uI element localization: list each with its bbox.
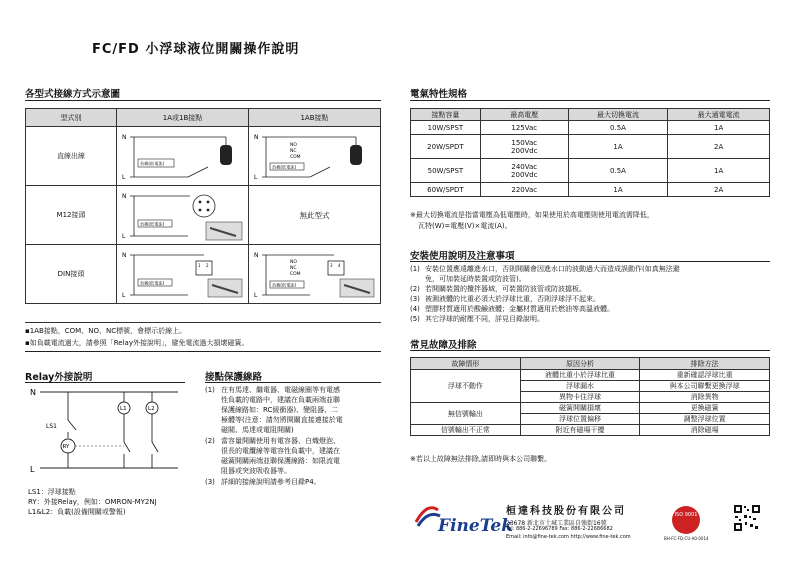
load-label: 負載(低電流)	[271, 164, 296, 170]
no-label: NO	[289, 260, 297, 265]
diagram-din-1a1b	[117, 245, 249, 304]
m12-photo-icon	[206, 222, 242, 240]
float-icon	[220, 145, 232, 165]
item-num: (4)	[410, 305, 420, 313]
load-label: 負載(低電流)	[139, 280, 164, 286]
item-num: (2)	[205, 437, 215, 445]
col-1ab: 1AB接點	[249, 109, 381, 127]
l-label: L	[253, 292, 257, 299]
protection-list	[205, 385, 383, 487]
item-line: 塑膠材質適用於酸鹼液體；金屬材質適用於燃油等高溫液體。	[425, 305, 614, 313]
col-voltage: 最高電壓	[480, 109, 568, 121]
legend-ry: RY：外接Relay，例如：OMRON-MY2NJ	[28, 498, 157, 506]
com-label: COM	[289, 155, 301, 160]
row-label-m12: M12接頭	[26, 186, 117, 245]
n-label: N	[253, 134, 258, 141]
cause-cell: 異物卡住浮球	[520, 392, 640, 403]
voltage-cell	[480, 159, 568, 183]
electrical-heading: 電氣特性規格	[410, 89, 468, 100]
wiring-heading: 各型式接線方式示意圖	[25, 89, 121, 100]
protection-item	[205, 477, 383, 487]
ry-label: RY	[62, 444, 70, 450]
wiring-note-2: ▪如負載電流過大，請參照「Relay外接說明」，避免電流過大損壞磁簧。	[25, 339, 249, 347]
item-line: 很長的電纜線等電容性負載中，建議在	[221, 447, 340, 455]
relay-n-label: N	[30, 388, 36, 397]
ls1-label: LS1	[46, 423, 57, 430]
col-capacity: 接點容量	[411, 109, 481, 121]
wiring-notes	[25, 322, 381, 350]
item-line: 當容量開關使用有電容器、白熾燈泡、	[221, 437, 340, 445]
solution-cell: 與本公司聯繫更換浮球	[640, 381, 770, 392]
company-email: Email: info@fine-tek.com http://www.fine-tek.com	[506, 534, 631, 540]
safety-heading: 安裝使用說明及注意事項	[410, 251, 515, 262]
switch-cell: 1A	[568, 135, 668, 159]
cause-cell: 浮球位置偏移	[520, 414, 640, 425]
item-num: (1)	[410, 265, 420, 273]
protection-heading-line	[205, 382, 381, 383]
ls1-switch-icon	[68, 420, 76, 430]
carry-cell: 1A	[668, 121, 770, 135]
solution-cell: 消除磁場	[640, 425, 770, 436]
nc-label: NC	[289, 149, 297, 154]
company-name: 桓達科技股份有限公司	[506, 506, 626, 517]
n-label: N	[121, 193, 126, 200]
iso-label: ISO 9001	[674, 512, 698, 518]
com-label: COM	[289, 272, 301, 277]
voltage-line: 200Vdc	[511, 146, 538, 155]
item-line: 磁簧開關兩端並聯保護線路：如限流電	[221, 457, 340, 465]
legend-ls1: LS1：浮球接點	[28, 488, 76, 496]
l-label: L	[121, 292, 125, 299]
load-label: 負載(低電流)	[271, 282, 296, 288]
solution-cell: 更換磁簧	[640, 403, 770, 414]
col-solution: 排除方法	[640, 358, 770, 370]
page-title: FC/FD 小浮球液位開關操作說明	[92, 42, 300, 57]
relay-l-label: L	[30, 465, 35, 474]
m12-connector-icon	[193, 195, 215, 217]
solution-cell: 重新確認浮球比重	[640, 370, 770, 381]
voltage-line: 240Vac	[511, 162, 538, 171]
solution-cell: 消除異物	[640, 392, 770, 403]
electrical-note-line: 瓦特(W)=電壓(V)×電流(A)。	[418, 222, 512, 230]
item-line: 免，可加裝延時裝置或防波管)。	[425, 275, 526, 283]
item-line: 其它浮球的耐壓不同，詳見目錄說明。	[425, 315, 544, 323]
item-line: 磁閥、馬達或電阻開關)	[221, 426, 294, 434]
item-line: 詳細的接線說明請參考目錄P4。	[221, 478, 321, 486]
voltage-cell: 125Vac	[480, 121, 568, 135]
fault-cell: 無信號輸出	[411, 403, 521, 425]
m12-no-type: 無此型式	[249, 186, 381, 245]
wiring-table	[25, 108, 381, 304]
diagram-din-1ab	[249, 245, 381, 304]
diagram-straight-1ab	[249, 127, 381, 186]
safety-item	[410, 284, 772, 294]
relay-legend	[28, 487, 157, 517]
wiring-notes-bottom-line	[25, 351, 381, 352]
qr-code-icon	[733, 504, 761, 532]
col-fault: 故障情形	[411, 358, 521, 370]
electrical-note-line: ※最大切換電流是指當電壓為低電壓時，如果使用於高電壓則使用電流需降低，	[410, 211, 654, 219]
item-line: 在有馬達、繼電器、電磁線圈等有電感	[221, 386, 340, 394]
capacity-cell: 20W/SPDT	[411, 135, 481, 159]
item-line: 保護線路如：RC緩衝器)、變阻器、二	[221, 406, 339, 414]
voltage-line: 150Vac	[511, 138, 538, 147]
troubleshoot-note: ※若以上故障無法排除,請即時與本公司聯繫。	[410, 455, 552, 463]
fault-cell: 浮球不動作	[411, 370, 521, 403]
item-num: (2)	[410, 285, 420, 293]
diagram-straight-1a1b	[117, 127, 249, 186]
item-line: 阻器或突波吸收器等。	[221, 467, 291, 475]
l-label: L	[121, 174, 125, 181]
relay-heading-line	[25, 382, 185, 383]
item-line: 安裝位置應遠離進水口，否則開關會因進水口的波動過大而造成誤動作(如真無法避	[425, 265, 680, 273]
load-label: 負載(低電流)	[139, 221, 164, 227]
voltage-cell	[480, 135, 568, 159]
nc-label: NC	[289, 266, 297, 271]
relay-diagram	[28, 386, 188, 478]
capacity-cell: 60W/SPDT	[411, 183, 481, 197]
float-icon	[350, 145, 362, 165]
brand-name: FineTek	[438, 516, 513, 536]
capacity-cell: 10W/SPST	[411, 121, 481, 135]
l1-label: L1	[120, 406, 127, 412]
switch-cell: 1A	[568, 183, 668, 197]
electrical-table	[410, 108, 770, 197]
diagram-m12-1a1b	[117, 186, 249, 245]
safety-heading-line	[410, 261, 770, 262]
electrical-heading-line	[410, 100, 770, 101]
switch-cell: 0.5A	[568, 159, 668, 183]
l2-label: L2	[148, 406, 155, 412]
col-1a1b: 1A或1B接點	[117, 109, 249, 127]
cause-cell: 附近有磁場干擾	[520, 425, 640, 436]
row-label-din: DIN接頭	[26, 245, 117, 304]
electrical-note	[410, 210, 654, 232]
solution-cell: 調整浮球位置	[640, 414, 770, 425]
protection-item	[205, 436, 383, 476]
col-carry-current: 最大通電電流	[668, 109, 770, 121]
protection-heading: 接點保護線路	[205, 372, 263, 383]
troubleshoot-table	[410, 357, 770, 436]
cause-cell: 浮球漏水	[520, 381, 640, 392]
pin-3: 3	[329, 263, 333, 268]
item-num: (1)	[205, 386, 215, 394]
item-num: (5)	[410, 315, 420, 323]
no-label: NO	[289, 143, 297, 148]
wiring-heading-line	[25, 100, 381, 101]
safety-list	[410, 264, 772, 324]
item-line: 被測液體的比重必須大於浮球比重，否則浮球浮不起來。	[425, 295, 600, 303]
relay-heading: Relay外接說明	[25, 372, 93, 383]
company-tel: Tel: 886-2-22696789 Fax: 886-2-22686682	[506, 526, 613, 532]
voltage-line: 200Vdc	[511, 170, 538, 179]
pin-1: 1	[197, 263, 201, 268]
company-address: 23678 新北市土城工業區自強街16號	[506, 520, 607, 527]
row-label-straight: 直線出線	[26, 127, 117, 186]
col-switch-current: 最大切換電流	[568, 109, 668, 121]
fault-cell: 信號輸出不正常	[411, 425, 521, 436]
capacity-cell: 50W/SPST	[411, 159, 481, 183]
troubleshoot-heading: 常見故障及排除	[410, 340, 477, 351]
item-line: 若開關裝置的攪拌器域，可裝置防波管或防波擋板。	[425, 285, 586, 293]
l-label: L	[253, 174, 257, 181]
cause-cell: 液體比重小於浮球比重	[520, 370, 640, 381]
l-label: L	[121, 233, 125, 240]
n-label: N	[253, 252, 258, 259]
n-label: N	[121, 134, 126, 141]
doc-code: BH-FC-FD-CU-A0-0014	[664, 536, 709, 541]
cause-cell: 磁簧開關損壞	[520, 403, 640, 414]
legend-l1l2: L1&L2：負載(設備開關或警報)	[28, 508, 126, 516]
pin-2: 2	[205, 263, 209, 268]
item-num: (3)	[205, 478, 215, 486]
carry-cell: 2A	[668, 183, 770, 197]
load-label: 負載(低電流)	[139, 161, 164, 166]
iso-badge-icon	[672, 506, 700, 534]
carry-cell: 2A	[668, 135, 770, 159]
safety-item	[410, 264, 772, 284]
pin-4: 4	[337, 263, 341, 268]
safety-item	[410, 294, 772, 304]
item-line: 極體等(注意：請勿將開關直接連接於電	[221, 416, 343, 424]
safety-item	[410, 304, 772, 314]
carry-cell: 1A	[668, 159, 770, 183]
protection-item	[205, 385, 383, 435]
voltage-cell: 220Vac	[480, 183, 568, 197]
switch-cell: 0.5A	[568, 121, 668, 135]
col-model: 型式別	[26, 109, 117, 127]
wiring-note-1: ▪1AB接點，COM、NO、NC標號，會標示於線上。	[25, 327, 187, 335]
item-line: 性負載的電路中，建議在負載兩端並聯	[221, 396, 340, 404]
item-num: (3)	[410, 295, 420, 303]
col-cause: 原因分析	[520, 358, 640, 370]
troubleshoot-heading-line	[410, 350, 770, 351]
n-label: N	[121, 252, 126, 259]
safety-item	[410, 314, 772, 324]
